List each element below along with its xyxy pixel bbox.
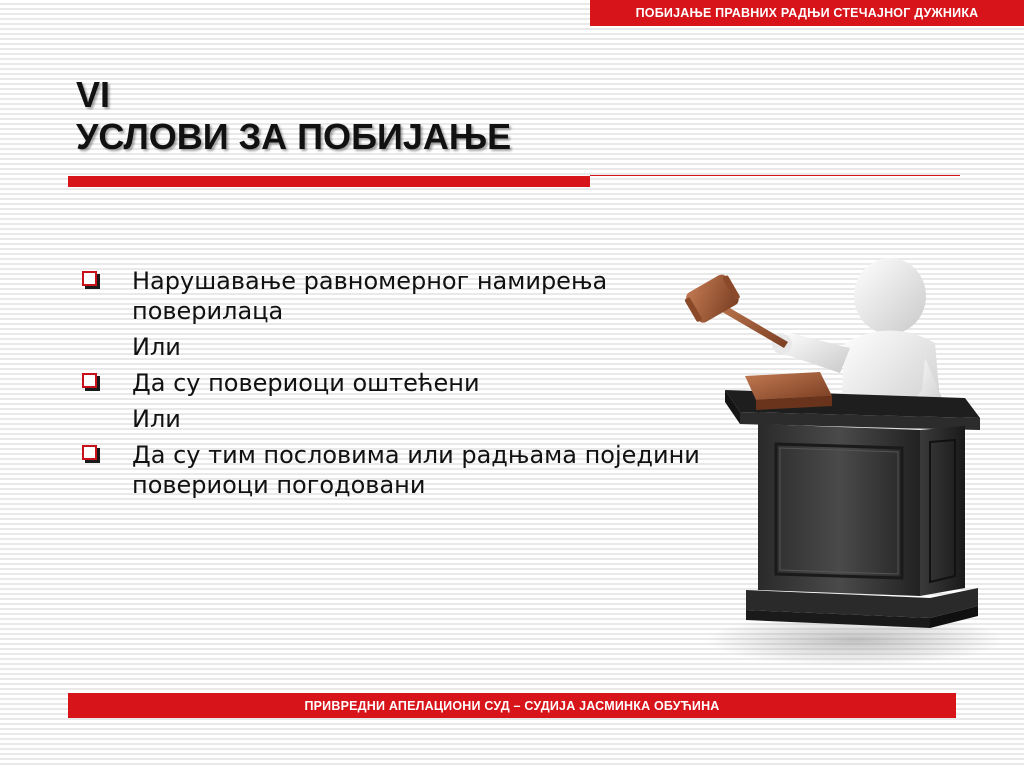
- list-item: [80, 440, 700, 500]
- bullet-list: [80, 266, 700, 500]
- title-underline-bar: [68, 176, 590, 187]
- title-underline-line: [590, 175, 960, 176]
- checkbox-bullet-icon: [82, 271, 97, 286]
- list-item-text: Нарушавање равномерног намирења поверилаца: [132, 267, 608, 325]
- judge-at-podium-with-gavel-icon: [680, 248, 1000, 668]
- title-heading: УСЛОВИ ЗА ПОБИЈАЊЕ: [76, 116, 512, 157]
- checkbox-bullet-icon: [82, 373, 97, 388]
- list-item: [80, 404, 700, 434]
- list-item-text: Да су повериоци оштећени: [132, 369, 480, 397]
- footer-bar: ПРИВРЕДНИ АПЕЛАЦИОНИ СУД – СУДИЈА ЈАСМИНКА ОБУЋИНА: [68, 693, 956, 718]
- list-item-text: Или: [132, 405, 181, 433]
- header-banner: ПОБИЈАЊЕ ПРАВНИХ РАДЊИ СТЕЧАЈНОГ ДУЖНИКА: [590, 0, 1024, 26]
- list-item: [80, 332, 700, 362]
- checkbox-bullet-icon: [82, 445, 97, 460]
- list-item-text: Или: [132, 333, 181, 361]
- list-item: [80, 266, 700, 326]
- list-item: [80, 368, 700, 398]
- slide-title: [76, 74, 511, 158]
- list-item-text: Да су тим пословима или радњама поједини повериоци погодовани: [132, 441, 700, 499]
- title-section-number: VI: [76, 74, 111, 115]
